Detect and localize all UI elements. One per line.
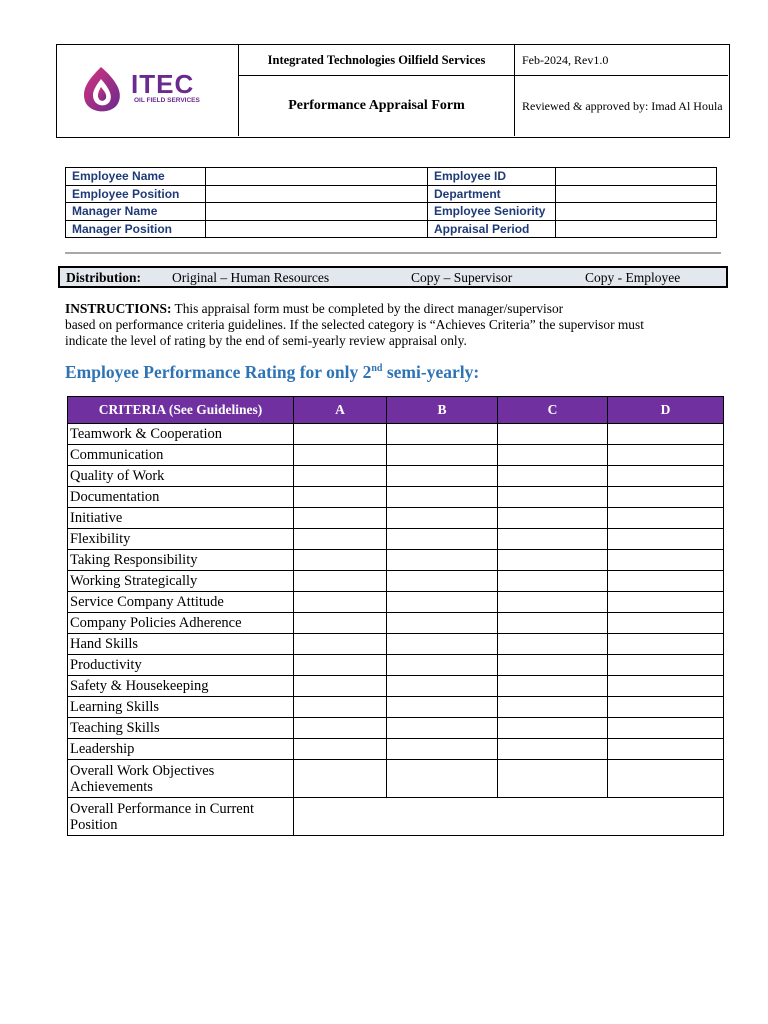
document-header xyxy=(56,44,730,138)
overall-performance-label: Overall Performance in Current Position xyxy=(68,798,294,836)
rating-cell-b[interactable] xyxy=(387,529,498,550)
criteria-label: Flexibility xyxy=(68,529,294,550)
rating-cell-a[interactable] xyxy=(294,676,387,697)
criteria-row xyxy=(68,508,724,529)
criteria-label: Working Strategically xyxy=(68,571,294,592)
rating-cell-d[interactable] xyxy=(608,424,724,445)
section-title-text: Employee Performance Rating for only 2 xyxy=(65,362,372,382)
criteria-label: Company Policies Adherence xyxy=(68,613,294,634)
rating-cell-a[interactable] xyxy=(294,466,387,487)
rating-cell-c[interactable] xyxy=(498,676,608,697)
info-value-field[interactable] xyxy=(206,168,428,186)
instructions-line-2: based on performance criteria guidelines. If the selected category is “Achieves Criteria” the supervisor must xyxy=(65,317,644,332)
rating-cell-c[interactable] xyxy=(498,508,608,529)
rating-cell-b[interactable] xyxy=(387,655,498,676)
info-value-field[interactable] xyxy=(206,203,428,221)
rating-cell-c[interactable] xyxy=(498,739,608,760)
section-title-superscript: nd xyxy=(371,363,383,375)
instructions-line-1: This appraisal form must be completed by the direct manager/supervisor xyxy=(171,301,564,316)
rating-cell-d[interactable] xyxy=(608,613,724,634)
rating-cell-b[interactable] xyxy=(387,571,498,592)
logo-text: ITEC xyxy=(131,69,195,99)
rating-cell-a[interactable] xyxy=(294,571,387,592)
rating-cell-a[interactable] xyxy=(294,487,387,508)
rating-cell-c[interactable] xyxy=(498,718,608,739)
distribution-item-supervisor: Copy – Supervisor xyxy=(411,270,513,285)
rating-cell-b[interactable] xyxy=(387,424,498,445)
rating-cell-d[interactable] xyxy=(608,445,724,466)
criteria-row xyxy=(68,739,724,760)
criteria-label: Documentation xyxy=(68,487,294,508)
rating-cell-b[interactable] xyxy=(387,487,498,508)
rating-cell-b[interactable] xyxy=(387,718,498,739)
company-name: Integrated Technologies Oilfield Services xyxy=(239,45,515,76)
distribution-item-hr: Original – Human Resources xyxy=(172,270,330,285)
rating-cell-c[interactable] xyxy=(498,466,608,487)
section-title-suffix: semi-yearly: xyxy=(382,362,480,382)
performance-rating-table xyxy=(67,396,724,836)
rating-cell-a[interactable] xyxy=(294,634,387,655)
info-label: Employee Position xyxy=(66,185,206,203)
rating-cell-b[interactable] xyxy=(387,739,498,760)
criteria-label: Teamwork & Cooperation xyxy=(68,424,294,445)
rating-cell-d[interactable] xyxy=(608,676,724,697)
header-d: D xyxy=(608,397,724,424)
rating-cell-d[interactable] xyxy=(608,571,724,592)
distribution-item-employee: Copy - Employee xyxy=(585,270,681,285)
rating-cell-c[interactable] xyxy=(498,445,608,466)
distribution-label: Distribution: xyxy=(66,270,142,285)
rating-header-row xyxy=(68,397,724,424)
rating-cell-b[interactable] xyxy=(387,676,498,697)
criteria-label: Learning Skills xyxy=(68,697,294,718)
rating-cell-d[interactable] xyxy=(608,760,724,798)
rating-cell-a[interactable] xyxy=(294,550,387,571)
info-row xyxy=(66,185,717,203)
info-label: Department xyxy=(428,185,556,203)
header-a: A xyxy=(294,397,387,424)
rating-cell-d[interactable] xyxy=(608,508,724,529)
overall-performance-field[interactable] xyxy=(294,798,724,836)
rating-cell-c[interactable] xyxy=(498,571,608,592)
rating-cell-c[interactable] xyxy=(498,760,608,798)
info-label: Employee Seniority xyxy=(428,203,556,221)
rating-cell-b[interactable] xyxy=(387,466,498,487)
rating-cell-d[interactable] xyxy=(608,634,724,655)
criteria-label: Initiative xyxy=(68,508,294,529)
info-label: Manager Name xyxy=(66,203,206,221)
header-b: B xyxy=(387,397,498,424)
revision-label: Feb-2024, Rev1.0 xyxy=(515,45,728,76)
rating-cell-d[interactable] xyxy=(608,550,724,571)
rating-cell-c[interactable] xyxy=(498,697,608,718)
rating-cell-b[interactable] xyxy=(387,445,498,466)
criteria-row xyxy=(68,424,724,445)
distribution-bar xyxy=(58,266,728,288)
rating-cell-d[interactable] xyxy=(608,592,724,613)
rating-cell-d[interactable] xyxy=(608,655,724,676)
rating-cell-a[interactable] xyxy=(294,655,387,676)
criteria-label: Overall Work Objectives Achievements xyxy=(68,760,294,798)
info-row xyxy=(66,220,717,238)
rating-cell-d[interactable] xyxy=(608,739,724,760)
overall-performance-row xyxy=(68,798,724,836)
criteria-label: Service Company Attitude xyxy=(68,592,294,613)
rating-cell-d[interactable] xyxy=(608,718,724,739)
rating-cell-a[interactable] xyxy=(294,508,387,529)
rating-cell-a[interactable] xyxy=(294,529,387,550)
rating-cell-d[interactable] xyxy=(608,529,724,550)
criteria-row xyxy=(68,655,724,676)
criteria-row xyxy=(68,487,724,508)
rating-cell-a[interactable] xyxy=(294,424,387,445)
info-label: Employee ID xyxy=(428,168,556,186)
info-row xyxy=(66,203,717,221)
rating-cell-b[interactable] xyxy=(387,697,498,718)
rating-cell-a[interactable] xyxy=(294,445,387,466)
criteria-row xyxy=(68,613,724,634)
criteria-row xyxy=(68,571,724,592)
info-value-field[interactable] xyxy=(206,185,428,203)
employee-info-table xyxy=(65,167,717,238)
criteria-label: Taking Responsibility xyxy=(68,550,294,571)
rating-cell-b[interactable] xyxy=(387,550,498,571)
criteria-label: Hand Skills xyxy=(68,634,294,655)
info-label: Appraisal Period xyxy=(428,220,556,238)
rating-cell-b[interactable] xyxy=(387,592,498,613)
rating-cell-d[interactable] xyxy=(608,487,724,508)
rating-cell-a[interactable] xyxy=(294,739,387,760)
criteria-label: Teaching Skills xyxy=(68,718,294,739)
info-row xyxy=(66,168,717,186)
instructions xyxy=(65,301,725,349)
rating-cell-a[interactable] xyxy=(294,760,387,798)
rating-cell-c[interactable] xyxy=(498,487,608,508)
info-value-field[interactable] xyxy=(556,220,717,238)
criteria-row xyxy=(68,760,724,798)
rating-cell-c[interactable] xyxy=(498,529,608,550)
header-c: C xyxy=(498,397,608,424)
section-divider xyxy=(65,252,721,254)
criteria-row xyxy=(68,466,724,487)
criteria-row xyxy=(68,634,724,655)
rating-cell-c[interactable] xyxy=(498,613,608,634)
info-label: Manager Position xyxy=(66,220,206,238)
rating-cell-a[interactable] xyxy=(294,592,387,613)
rating-cell-b[interactable] xyxy=(387,634,498,655)
form-title: Performance Appraisal Form xyxy=(239,76,515,136)
criteria-row xyxy=(68,445,724,466)
rating-cell-a[interactable] xyxy=(294,718,387,739)
criteria-label: Productivity xyxy=(68,655,294,676)
rating-cell-c[interactable] xyxy=(498,550,608,571)
rating-cell-c[interactable] xyxy=(498,655,608,676)
rating-cell-a[interactable] xyxy=(294,697,387,718)
info-value-field[interactable] xyxy=(556,185,717,203)
header-criteria: CRITERIA (See Guidelines) xyxy=(68,397,294,424)
criteria-label: Safety & Housekeeping xyxy=(68,676,294,697)
criteria-row xyxy=(68,529,724,550)
criteria-row xyxy=(68,592,724,613)
criteria-label: Quality of Work xyxy=(68,466,294,487)
info-label: Employee Name xyxy=(66,168,206,186)
criteria-row xyxy=(68,550,724,571)
section-title xyxy=(65,362,479,383)
instructions-line-3: indicate the level of rating by the end of semi-yearly review appraisal only. xyxy=(65,333,467,348)
rating-cell-c[interactable] xyxy=(498,634,608,655)
rating-cell-a[interactable] xyxy=(294,613,387,634)
criteria-row xyxy=(68,676,724,697)
rating-cell-c[interactable] xyxy=(498,424,608,445)
info-value-field[interactable] xyxy=(556,203,717,221)
criteria-row xyxy=(68,718,724,739)
logo-subtext: OIL FIELD SERVICES xyxy=(134,97,200,104)
rating-cell-d[interactable] xyxy=(608,697,724,718)
logo-cell xyxy=(57,45,239,136)
criteria-row xyxy=(68,697,724,718)
rating-cell-b[interactable] xyxy=(387,760,498,798)
criteria-label: Communication xyxy=(68,445,294,466)
info-value-field[interactable] xyxy=(206,220,428,238)
rating-cell-b[interactable] xyxy=(387,613,498,634)
criteria-label: Leadership xyxy=(68,739,294,760)
rating-cell-c[interactable] xyxy=(498,592,608,613)
rating-cell-d[interactable] xyxy=(608,466,724,487)
approved-by-label: Reviewed & approved by: Imad Al Houla xyxy=(522,98,723,113)
instructions-label: INSTRUCTIONS: xyxy=(65,301,172,316)
info-value-field[interactable] xyxy=(556,168,717,186)
rating-cell-b[interactable] xyxy=(387,508,498,529)
